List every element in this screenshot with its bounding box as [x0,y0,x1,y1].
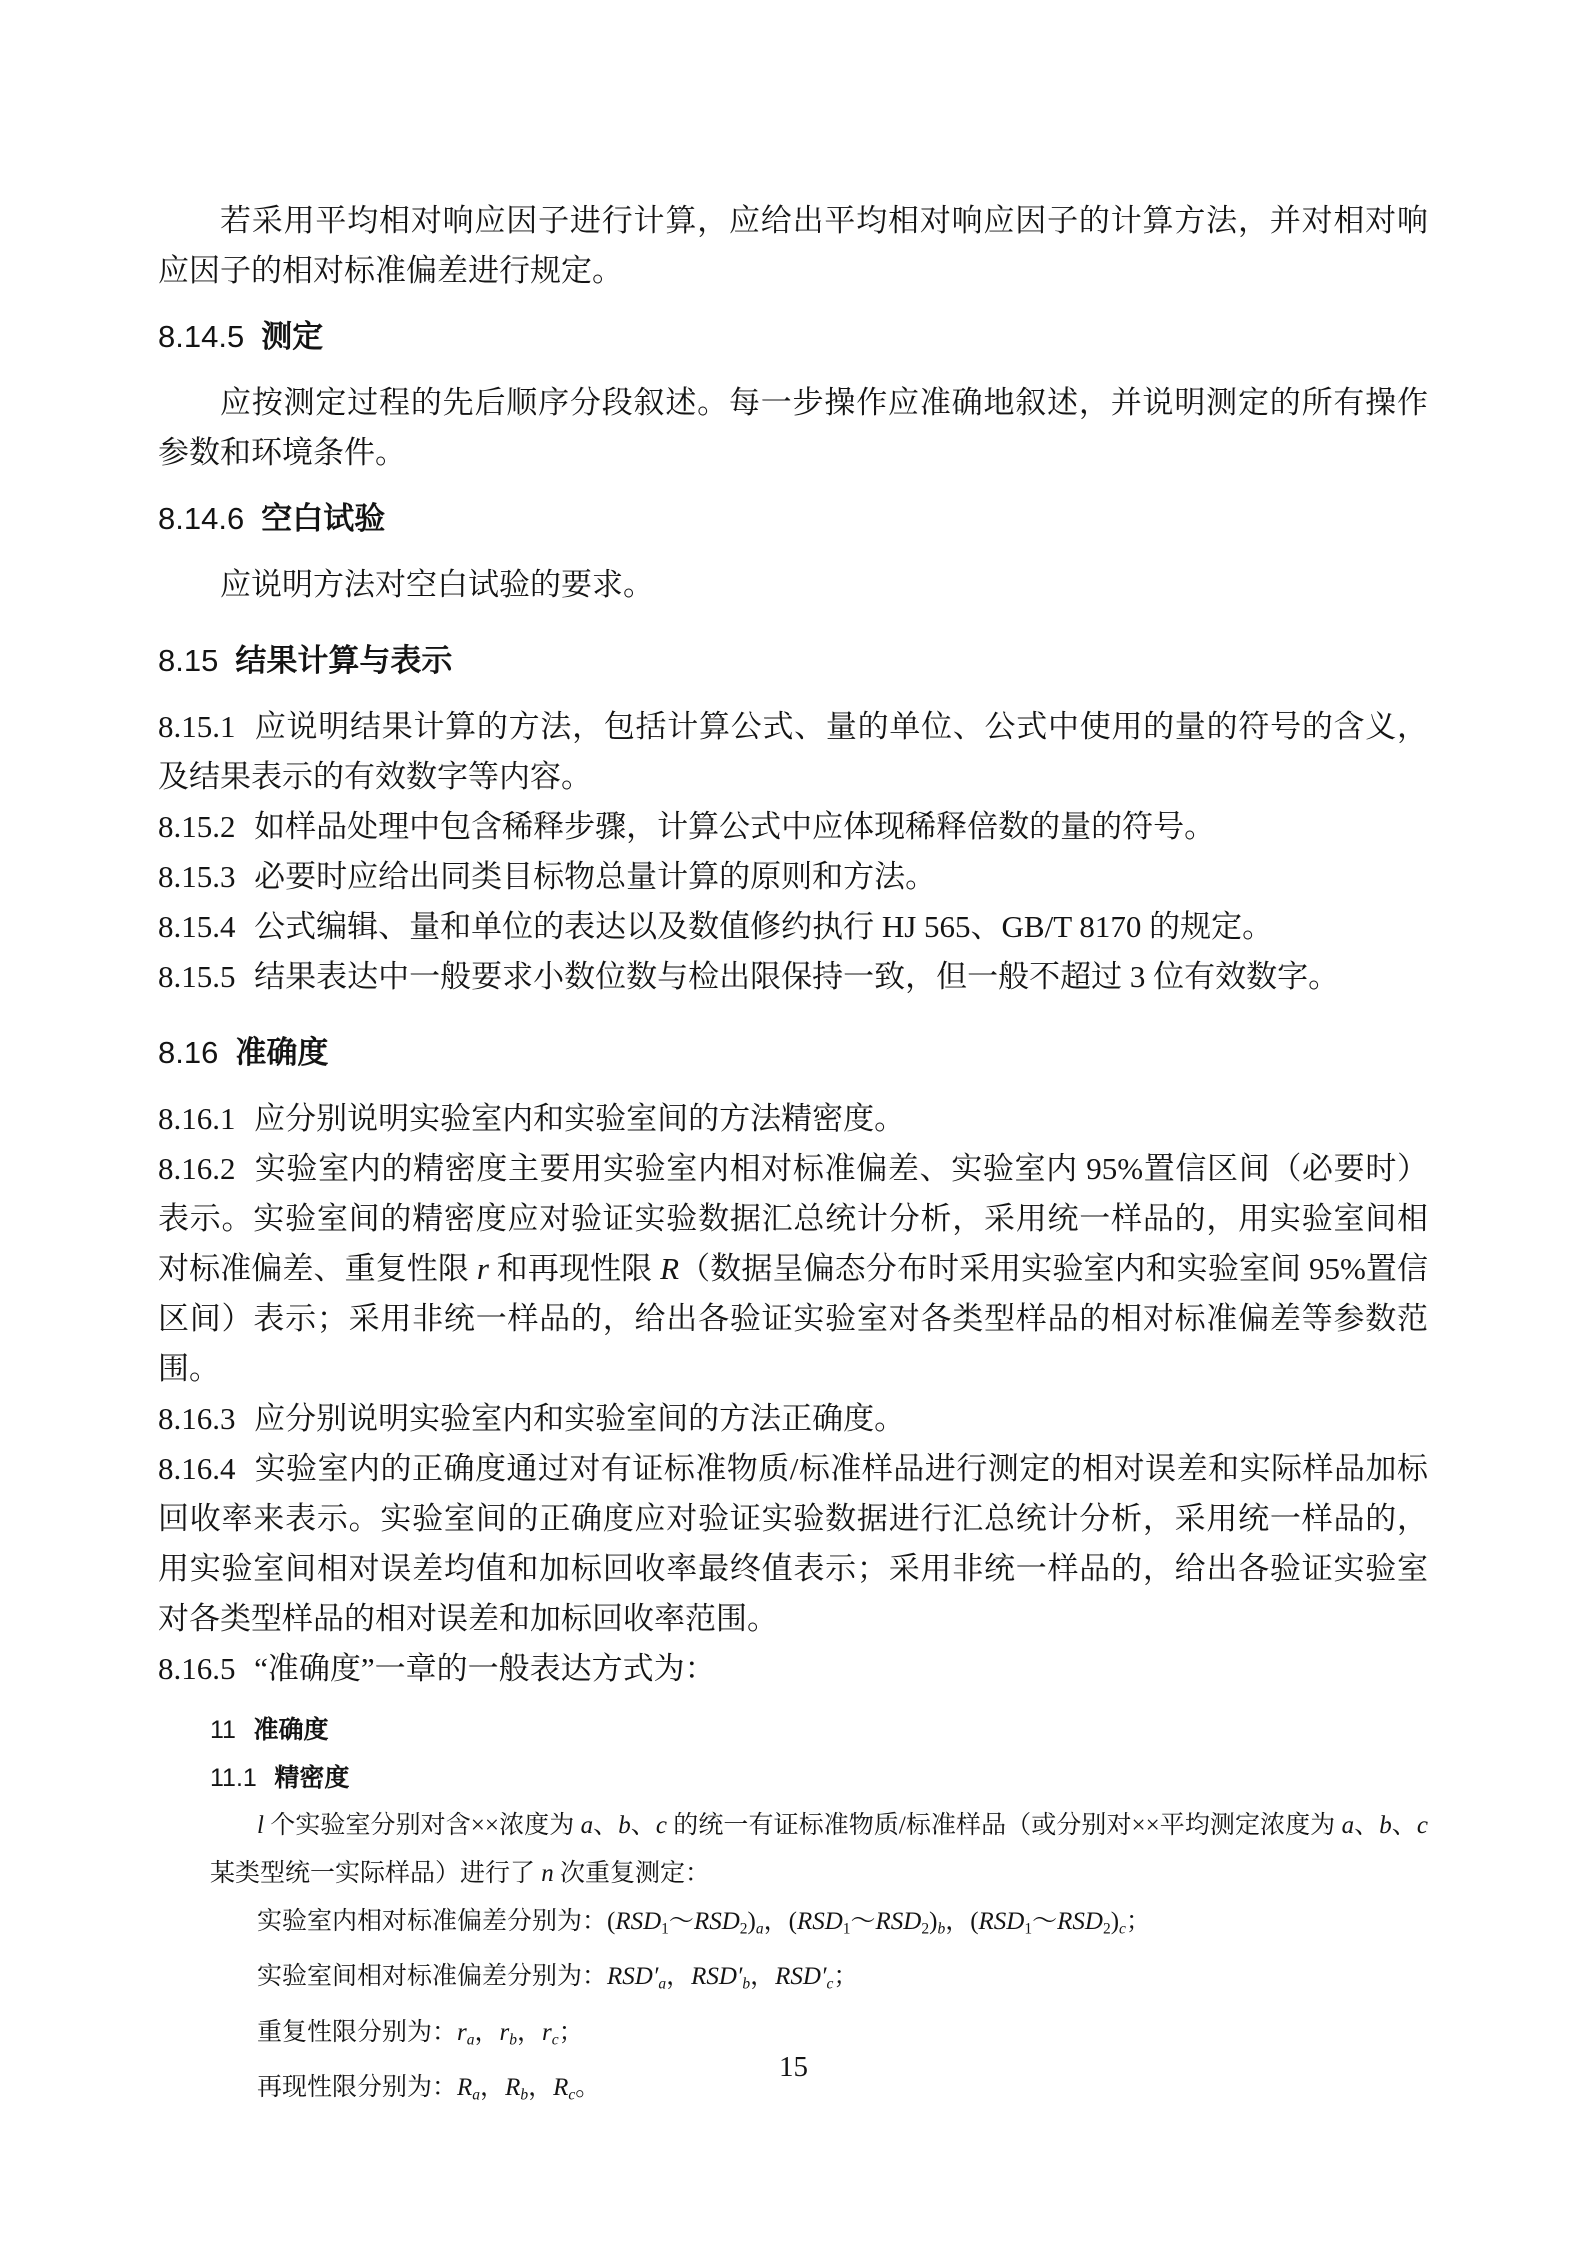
numbered-item-8-15-5 [158,952,1428,1002]
formula-label: 实验室内相对标准偏差分别为： [257,1908,608,1935]
item-text: 应说明结果计算的方法，包括计算公式、量的单位、公式中使用的量的符号的含义，及结果表示的有效数字等内容。 [158,709,1428,794]
section-heading-8-16 [158,1028,1428,1078]
body-paragraph-8-14-6: 应说明方法对空白试验的要求。 [220,567,654,602]
example-formula-line [210,1898,1428,1953]
body-paragraph-8-14-5: 应按测定过程的先后顺序分段叙述。每一步操作应准确地叙述，并说明测定的所有操作参数和环境条件。 [158,385,1428,470]
numbered-item-8-15-2 [158,802,1428,852]
numbered-item-8-15-1 [158,702,1428,802]
formula-label: 重复性限分别为： [257,2018,458,2046]
numbered-item-8-16-5 [158,1644,1428,1694]
section-number: 8.14.5 [158,319,245,354]
item-text: 应分别说明实验室内和实验室间的方法正确度。 [254,1401,906,1436]
item-number: 8.15.1 [158,709,236,744]
numbered-item-8-15-4 [158,902,1428,952]
example-formula-line [210,1953,1428,2008]
item-text: “准确度”一章的一般表达方式为： [254,1651,716,1686]
section-title: 准确度 [253,1716,329,1744]
item-number: 8.15.4 [158,909,236,944]
item-number: 8.16.5 [158,1651,236,1686]
formula-expression: ra，rb，rc； [457,2018,584,2048]
item-number: 8.16.3 [158,1401,236,1436]
numbered-item-8-16-4 [158,1444,1428,1644]
item-number: 8.16.1 [158,1101,236,1136]
section-number: 8.15 [158,643,219,678]
item-number: 8.15.3 [158,859,236,894]
item-number: 8.15.2 [158,809,236,844]
numbered-item-8-16-3 [158,1394,1428,1444]
item-text: 公式编辑、量和单位的表达以及数值修约执行 HJ 565、GB/T 8170 的规定。 [254,909,1274,944]
formula-label: 实验室间相对标准偏差分别为： [257,1963,608,1991]
section-title: 空白试验 [261,501,386,536]
section-title: 精密度 [274,1764,350,1792]
section-heading-8-14-6 [158,494,1428,544]
numbered-item-8-16-2 [158,1144,1428,1394]
section-number: 8.16 [158,1035,219,1070]
formula-expression: Ra，Rb，Rc。 [457,2073,601,2104]
example-heading-11-1 [210,1754,1428,1802]
formula-expression: RSD′a，RSD′b，RSD′c； [607,1963,859,1993]
section-number: 8.14.6 [158,501,245,536]
item-number: 8.16.4 [158,1451,236,1486]
section-number: 11 [210,1716,236,1744]
page-number: 15 [779,2051,808,2083]
section-title: 测定 [261,319,324,354]
numbered-item-8-16-1 [158,1094,1428,1144]
intro-paragraph: 若采用平均相对响应因子进行计算，应给出平均相对响应因子的计算方法，并对相对响应因子的相对标准偏差进行规定。 [158,203,1428,288]
item-text: 如样品处理中包含稀释步骤，计算公式中应体现稀释倍数的量的符号。 [254,809,1216,844]
item-text: 实验室内的精密度主要用实验室内相对标准偏差、实验室内 95%置信区间（必要时）表示。实验室间的精密度应对验证实验数据汇总统计分析，采用统一样品的，用实验室间相对标准偏差、重复性限 r 和再现性限 R（数据呈偏态分布时采用实验室内和实验室间 95%置信区间）表示；采用非统一样品的，给出各验证实验室对各类型样品的相对标准偏差等参数范围。 [158,1151,1429,1386]
section-heading-8-15 [158,636,1428,686]
section-heading-8-14-5 [158,312,1428,362]
numbered-item-8-15-3 [158,852,1428,902]
example-heading-11 [210,1706,1428,1754]
formula-expression: (RSD1～RSD2)a，(RSD1～RSD2)b，(RSD1～RSD2)c； [607,1908,1151,1938]
formula-label: 再现性限分别为： [257,2073,458,2101]
item-text: 应分别说明实验室内和实验室间的方法精密度。 [254,1101,906,1136]
item-text: 必要时应给出同类目标物总量计算的原则和方法。 [254,859,937,894]
item-number: 8.15.5 [158,959,236,994]
section-number: 11.1 [210,1764,257,1792]
item-number: 8.16.2 [158,1151,236,1186]
example-paragraph: l 个实验室分别对含××浓度为 a、b、c 的统一有证标准物质/标准样品（或分别对××平均测定浓度为 a、b、c 某类型统一实际样品）进行了 n 次重复测定： [210,1812,1428,1887]
section-title: 准确度 [235,1035,329,1070]
item-text: 结果表达中一般要求小数位数与检出限保持一致，但一般不超过 3 位有效数字。 [254,959,1340,994]
item-text: 实验室内的正确度通过对有证标准物质/标准样品进行测定的相对误差和实际样品加标回收率来表示。实验室间的正确度应对验证实验数据进行汇总统计分析，采用统一样品的，用实验室间相对误差均值和加标回收率最终值表示；采用非统一样品的，给出各验证实验室对各类型样品的相对误差和加标回收率范围。 [158,1451,1428,1636]
section-title: 结果计算与表示 [235,643,453,678]
